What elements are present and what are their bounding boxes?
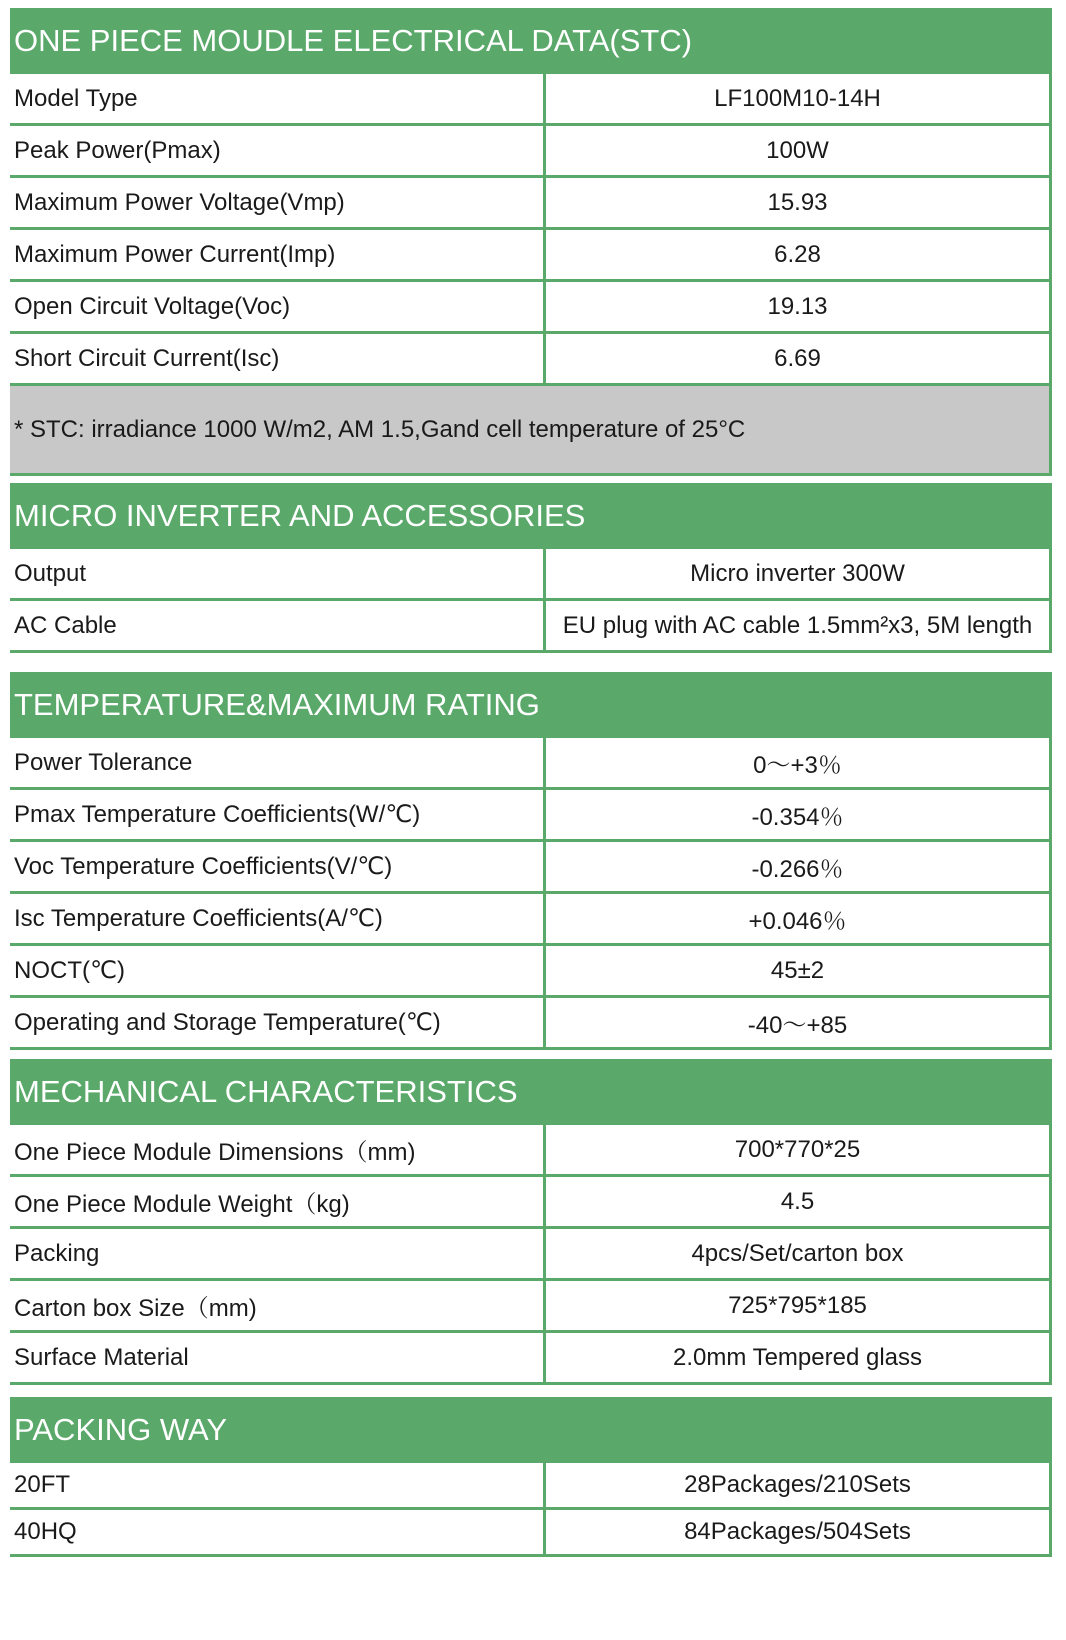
packing-way-section (10, 1397, 1052, 1557)
row-value: -40～+85 (747, 1012, 848, 1039)
row-label: Output (10, 549, 546, 598)
row-value: LF100M10-14H (714, 84, 881, 112)
row-value: 84Packages/504Sets (684, 1518, 911, 1545)
table-row (10, 282, 1052, 334)
table-row (10, 894, 1052, 946)
row-label: Pmax Temperature Coefficients(W/℃) (10, 790, 546, 839)
row-value: Micro inverter 300W (690, 559, 905, 587)
row-label: Packing (10, 1229, 546, 1278)
row-label: Model Type (10, 74, 546, 123)
table-row (10, 230, 1052, 282)
temperature-rating-section (10, 672, 1052, 1050)
table-row (10, 74, 1052, 126)
row-label: AC Cable (10, 601, 546, 650)
table-row (10, 178, 1052, 230)
table-row (10, 126, 1052, 178)
section-title: MECHANICAL CHARACTERISTICS (10, 1059, 1052, 1125)
table-row (10, 334, 1052, 386)
row-label: One Piece Module Weight（kg) (10, 1177, 546, 1226)
table-row (10, 1177, 1052, 1229)
row-value: 19.13 (767, 292, 828, 320)
row-value: -0.266％ (751, 856, 844, 883)
electrical-data-section (10, 8, 1052, 476)
row-label: Maximum Power Voltage(Vmp) (10, 178, 546, 227)
row-value: EU plug with AC cable 1.5mm²x3, 5M length (562, 611, 1033, 639)
row-value: 100W (766, 136, 829, 164)
row-value: 15.93 (767, 188, 828, 216)
row-label: Voc Temperature Coefficients(V/℃) (10, 842, 546, 891)
row-value: 4pcs/Set/carton box (691, 1239, 904, 1267)
table-row (10, 790, 1052, 842)
table-row (10, 738, 1052, 790)
section-title: MICRO INVERTER AND ACCESSORIES (10, 483, 1052, 549)
row-label: Power Tolerance (10, 738, 546, 787)
row-value: 6.28 (774, 240, 821, 268)
row-label: 40HQ (10, 1510, 546, 1554)
row-label: NOCT(℃) (10, 946, 546, 995)
table-row (10, 998, 1052, 1050)
row-value: -0.354％ (751, 804, 844, 831)
micro-inverter-section (10, 483, 1052, 653)
row-label: Operating and Storage Temperature(℃) (10, 998, 546, 1047)
table-row (10, 1229, 1052, 1281)
row-label: Open Circuit Voltage(Voc) (10, 282, 546, 331)
section-title: PACKING WAY (10, 1397, 1052, 1463)
row-label: Surface Material (10, 1333, 546, 1382)
row-value: 28Packages/210Sets (684, 1471, 911, 1498)
row-label: Peak Power(Pmax) (10, 126, 546, 175)
section-title: ONE PIECE MOUDLE ELECTRICAL DATA(STC) (10, 8, 1052, 74)
table-row (10, 1463, 1052, 1510)
stc-note: * STC: irradiance 1000 W/m2, AM 1.5,Gand cell temperature of 25°C (10, 386, 1052, 476)
row-label: Maximum Power Current(Imp) (10, 230, 546, 279)
row-value: +0.046％ (748, 908, 847, 935)
row-label: Isc Temperature Coefficients(A/℃) (10, 894, 546, 943)
row-label: One Piece Module Dimensions（mm) (10, 1125, 546, 1174)
table-row (10, 1125, 1052, 1177)
row-value: 700*770*25 (734, 1135, 861, 1163)
row-label: 20FT (10, 1463, 546, 1507)
table-row (10, 1281, 1052, 1333)
section-title: TEMPERATURE&MAXIMUM RATING (10, 672, 1052, 738)
table-row (10, 946, 1052, 998)
row-value: 0～+3％ (753, 752, 842, 779)
table-row (10, 601, 1052, 653)
row-value: 45±2 (770, 956, 825, 984)
table-row (10, 549, 1052, 601)
row-value: 4.5 (780, 1187, 815, 1215)
table-row (10, 1510, 1052, 1557)
row-value: 2.0mm Tempered glass (673, 1343, 922, 1371)
row-label: Short Circuit Current(Isc) (10, 334, 546, 383)
table-row (10, 1333, 1052, 1385)
table-row (10, 842, 1052, 894)
row-label: Carton box Size（mm) (10, 1281, 546, 1330)
row-value: 725*795*185 (728, 1291, 867, 1319)
row-value: 6.69 (774, 344, 821, 372)
mechanical-section (10, 1059, 1052, 1385)
